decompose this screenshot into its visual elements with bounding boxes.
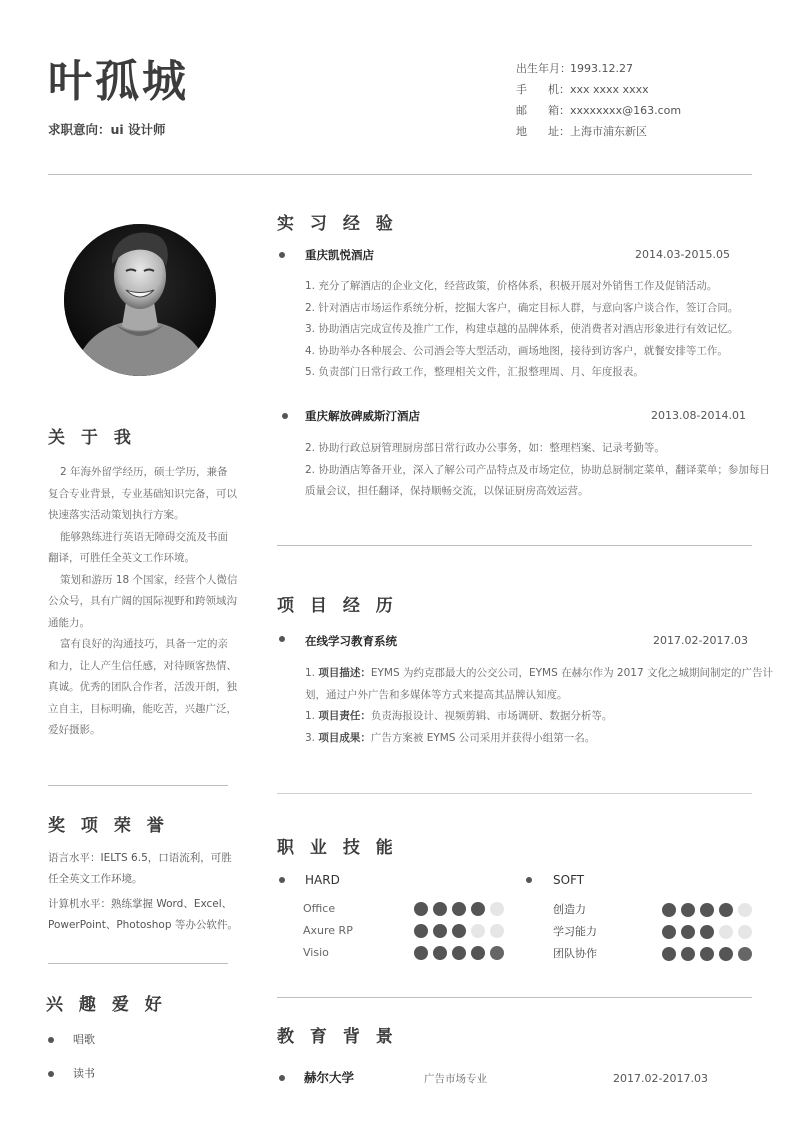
duty-line: 1. 充分了解酒店的企业文化，经营政策，价格体系，积极开展对外销售工作及促销活动。 xyxy=(305,280,718,292)
bullet-icon xyxy=(279,636,285,642)
bullet-icon xyxy=(279,1075,285,1081)
bullet-icon xyxy=(48,1037,54,1043)
skill-row xyxy=(525,943,755,965)
info-value: 上海市浦东新区 xyxy=(570,125,647,138)
job-intent: 求职意向：ui 设计师 xyxy=(48,122,166,137)
rating-dot-filled xyxy=(471,902,485,916)
project-details xyxy=(305,663,773,749)
rating-dot-filled xyxy=(452,924,466,938)
skill-row xyxy=(525,899,755,921)
award-item: 语言水平：IELTS 6.5，口语流利，可胜任全英文工作环境。 xyxy=(48,852,232,885)
duty-line: 3. 协助酒店完成宣传及推广工作，构建卓越的品牌体系，使消费者对酒店形象进行有效记忆。 xyxy=(305,323,739,335)
header-divider xyxy=(48,174,752,175)
skill-name: 创造力 xyxy=(553,903,586,916)
skill-row xyxy=(277,920,507,942)
company-name: 重庆凯悦酒店 xyxy=(305,248,374,262)
about-paragraph: 策划和游历 18 个国家，经营个人微信公众号，具有广阔的国际视野和跨领域沟通能力。 xyxy=(48,573,238,629)
bullet-icon xyxy=(279,877,285,883)
contact-info xyxy=(516,60,681,144)
skill-rating xyxy=(414,902,504,916)
info-label: 邮 箱： xyxy=(516,104,570,117)
rating-dot-filled xyxy=(490,946,504,960)
soft-skills-label: SOFT xyxy=(553,873,585,887)
duty-line: 2. 协助行政总厨管理厨房部日常行政办公事务，如：整理档案、记录考勤等。 xyxy=(305,442,665,454)
date-range: 2013.08-2014.01 xyxy=(651,409,746,422)
school-name: 赫尔大学 xyxy=(304,1070,355,1085)
skill-rating xyxy=(662,903,752,917)
project-item xyxy=(305,663,773,706)
about-paragraph: 2 年海外留学经历，硕士学历，兼备复合专业背景，专业基础知识完备，可以快速落实活动策划执行方案。 xyxy=(48,466,237,521)
info-label: 手 机： xyxy=(516,83,570,96)
date-range: 2017.02-2017.03 xyxy=(653,634,748,647)
info-email xyxy=(516,102,681,123)
award-item: 计算机水平：熟练掌握 Word、Excel、PowerPoint、Photoshop 等办公软件。 xyxy=(48,898,238,931)
rating-dot-filled xyxy=(681,903,695,917)
item-number: 1. xyxy=(305,667,319,679)
rating-dot-filled xyxy=(414,946,428,960)
item-number: 1. xyxy=(305,710,319,722)
info-phone xyxy=(516,81,681,102)
item-label: 项目成果： xyxy=(318,731,371,744)
info-address xyxy=(516,123,681,144)
education-entry xyxy=(277,1068,752,1088)
project-item xyxy=(305,728,773,750)
candidate-name: 叶孤城 xyxy=(48,56,189,107)
skill-rating xyxy=(662,925,752,939)
rating-dot-filled xyxy=(681,947,695,961)
rating-dot-filled xyxy=(414,924,428,938)
skill-row xyxy=(277,898,507,920)
rating-dot-empty xyxy=(719,925,733,939)
rating-dot-filled xyxy=(662,947,676,961)
education-title: 教 育 背 景 xyxy=(277,1027,398,1047)
about-title: 关 于 我 xyxy=(48,428,136,448)
rating-dot-empty xyxy=(490,902,504,916)
hard-skills-label: HARD xyxy=(305,873,340,887)
rating-dot-filled xyxy=(471,946,485,960)
skill-rating xyxy=(414,946,504,960)
duty-line: 2. 针对酒店市场运作系统分析，挖掘大客户，确定目标人群，与意向客户谈合作，签订合同。 xyxy=(305,301,739,314)
project-entry-header xyxy=(277,631,752,651)
skill-rating xyxy=(662,947,752,961)
item-text: EYMS 为约克郡最大的公交公司，EYMS 在赫尔作为 2017 文化之城期间制定的广告计划，通过户外广告和多媒体等方式来提高其品牌认知度。 xyxy=(305,667,773,701)
rating-dot-filled xyxy=(414,902,428,916)
avatar-photo xyxy=(64,224,216,376)
info-value: 1993.12.27 xyxy=(570,62,633,75)
rating-dot-empty xyxy=(738,903,752,917)
bullet-icon xyxy=(279,252,285,258)
duty-line: 2. 协助酒店筹备开业，深入了解公司产品特点及市场定位，协助总厨制定菜单，翻译菜单；参加每日质量会议，担任翻译，保持顺畅交流，以保证厨房高效运营。 xyxy=(305,463,770,497)
hobby-item xyxy=(48,1064,228,1084)
rating-dot-filled xyxy=(662,925,676,939)
info-value: xxxxxxxx@163.com xyxy=(570,104,682,117)
rating-dot-filled xyxy=(700,903,714,917)
projects-divider xyxy=(277,793,752,794)
skill-name: 团队协作 xyxy=(553,947,597,960)
skill-row xyxy=(277,942,507,964)
portrait-image xyxy=(64,224,216,376)
about-paragraph: 能够熟练进行英语无障碍交流及书面翻译，可胜任全英文工作环境。 xyxy=(48,530,228,564)
bullet-icon xyxy=(48,1071,54,1077)
skill-rating xyxy=(414,924,504,938)
about-paragraph: 富有良好的沟通技巧，具备一定的亲和力，让人产生信任感，对待顾客热情、真诚。优秀的团队合作者，活泼开朗，独立自主，目标明确，能吃苦，兴趣广泛，爱好摄影。 xyxy=(48,638,237,736)
rating-dot-filled xyxy=(719,903,733,917)
hobby-label: 唱歌 xyxy=(73,1033,95,1046)
hobby-item xyxy=(48,1030,228,1050)
info-value: xxx xxxx xxxx xyxy=(570,83,649,96)
about-text xyxy=(48,462,238,742)
item-number: 3. xyxy=(305,731,319,744)
date-range: 2014.03-2015.05 xyxy=(635,248,730,261)
skill-name: Axure RP xyxy=(303,924,353,937)
internship-divider xyxy=(277,545,752,546)
rating-dot-empty xyxy=(738,925,752,939)
skill-name: 学习能力 xyxy=(553,925,597,938)
major: 广告市场专业 xyxy=(424,1073,487,1085)
hobby-label: 读书 xyxy=(73,1067,95,1080)
rating-dot-filled xyxy=(452,946,466,960)
rating-dot-filled xyxy=(433,902,447,916)
bullet-icon xyxy=(526,877,532,883)
internship-entry-header xyxy=(277,406,752,426)
item-label: 项目责任： xyxy=(318,710,371,722)
rating-dot-filled xyxy=(433,946,447,960)
info-label: 地 址： xyxy=(516,125,570,138)
item-label: 项目描述： xyxy=(318,667,371,679)
soft-skills xyxy=(525,871,755,971)
duty-line: 5. 负责部门日常行政工作，整理相关文件，汇报整理周、月、年度报表。 xyxy=(305,366,644,378)
rating-dot-filled xyxy=(700,947,714,961)
awards-divider xyxy=(48,963,228,964)
rating-dot-filled xyxy=(700,925,714,939)
projects-title: 项 目 经 历 xyxy=(277,596,398,616)
bullet-icon xyxy=(282,413,288,419)
internship-duties xyxy=(305,276,773,384)
hobbies-title: 兴 趣 爱 好 xyxy=(46,995,167,1015)
internship-title: 实 习 经 验 xyxy=(277,214,398,234)
hard-skills xyxy=(277,871,507,971)
skills-title: 职 业 技 能 xyxy=(277,838,398,858)
info-birth xyxy=(516,60,681,81)
rating-dot-filled xyxy=(433,924,447,938)
rating-dot-filled xyxy=(738,947,752,961)
awards-title: 奖 项 荣 誉 xyxy=(48,816,169,836)
project-item xyxy=(305,706,773,728)
date-range: 2017.02-2017.03 xyxy=(613,1072,708,1085)
rating-dot-filled xyxy=(662,903,676,917)
project-name: 在线学习教育系统 xyxy=(305,634,397,648)
item-text: 广告方案被 EYMS 公司采用并获得小组第一名。 xyxy=(370,731,596,744)
rating-dot-filled xyxy=(452,902,466,916)
skill-row xyxy=(525,921,755,943)
rating-dot-filled xyxy=(681,925,695,939)
internship-entry-header xyxy=(277,245,752,265)
internship-duties xyxy=(305,438,773,503)
skills-divider xyxy=(277,997,752,998)
rating-dot-empty xyxy=(471,924,485,938)
rating-dot-filled xyxy=(719,947,733,961)
info-label: 出生年月： xyxy=(516,62,571,75)
skill-name: Visio xyxy=(303,946,329,959)
awards-list xyxy=(48,848,238,940)
skill-name: Office xyxy=(303,902,336,915)
duty-line: 4. 协助举办各种展会、公司酒会等大型活动，画场地图，接待到访客户，就餐安排等工作。 xyxy=(305,344,728,357)
about-divider xyxy=(48,785,228,786)
rating-dot-empty xyxy=(490,924,504,938)
company-name: 重庆解放碑威斯汀酒店 xyxy=(305,409,420,423)
item-text: 负责海报设计、视频剪辑、市场调研、数据分析等。 xyxy=(370,710,613,722)
